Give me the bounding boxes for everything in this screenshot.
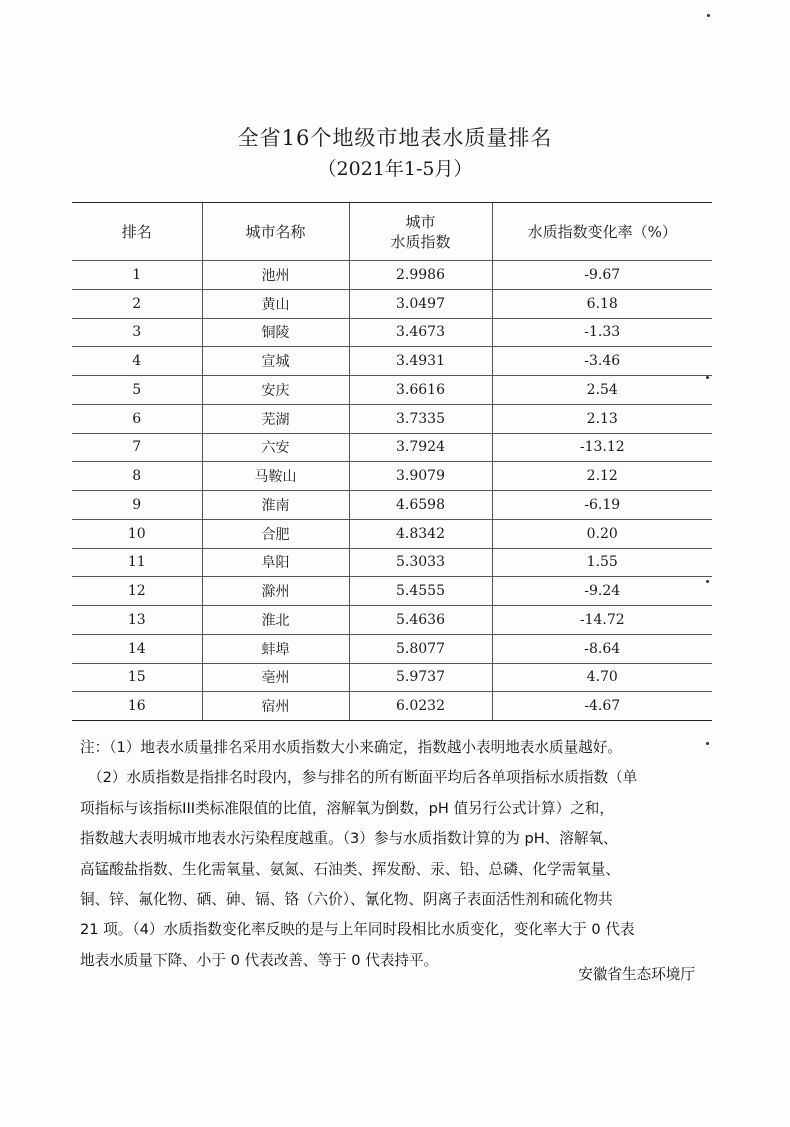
cell-city: 黄山 [202, 289, 349, 318]
cell-city: 蚌埠 [202, 634, 349, 663]
table-row [72, 433, 712, 462]
cell-rank: 6 [72, 404, 202, 433]
table-row [72, 519, 712, 548]
table-row [72, 548, 712, 577]
cell-change: -3.46 [492, 347, 712, 376]
cell-rank: 12 [72, 577, 202, 606]
table-row [72, 376, 712, 405]
note-line: 高锰酸盐指数、生化需氧量、氨氮、石油类、挥发酚、汞、铅、总磷、化学需氧量、 [80, 860, 620, 878]
cell-city: 铜陵 [202, 318, 349, 347]
cell-rank: 13 [72, 606, 202, 635]
cell-index: 3.0497 [349, 289, 492, 318]
header-index-line1: 城市 [405, 212, 436, 231]
header-rank: 排名 [72, 203, 202, 261]
cell-city: 马鞍山 [202, 462, 349, 491]
cell-index: 6.0232 [349, 692, 492, 721]
cell-city: 六安 [202, 433, 349, 462]
cell-change: 2.13 [492, 404, 712, 433]
document-title: 全省16个地级市地表水质量排名 [237, 126, 553, 150]
issuer-signature: 安徽省生态环境厅 [578, 966, 695, 983]
table-row [72, 404, 712, 433]
cell-index: 3.4673 [349, 318, 492, 347]
cell-rank: 7 [72, 433, 202, 462]
cell-index: 3.6616 [349, 376, 492, 405]
table-row [72, 462, 712, 491]
cell-change: -6.19 [492, 491, 712, 520]
cell-city: 亳州 [202, 663, 349, 692]
cell-city: 宣城 [202, 347, 349, 376]
cell-city: 淮南 [202, 491, 349, 520]
cell-rank: 15 [72, 663, 202, 692]
cell-city: 淮北 [202, 606, 349, 635]
note-line: 指数越大表明城市地表水污染程度越重。（3）参与水质指数计算的为 pH、溶解氧、 [80, 830, 618, 848]
table-row [72, 261, 712, 290]
notes-section [80, 733, 720, 976]
table-row [72, 692, 712, 721]
document-subtitle: （2021年1-5月） [317, 158, 473, 180]
cell-index: 4.8342 [349, 519, 492, 548]
cell-city: 池州 [202, 261, 349, 290]
table-header-row [72, 203, 712, 261]
cell-change: -8.64 [492, 634, 712, 663]
cell-index: 5.4636 [349, 606, 492, 635]
table-row [72, 634, 712, 663]
note-line: 地表水质量下降、小于 0 代表改善、等于 0 代表持平。 [80, 951, 439, 969]
cell-index: 3.4931 [349, 347, 492, 376]
cell-change: 6.18 [492, 289, 712, 318]
cell-change: 4.70 [492, 663, 712, 692]
cell-index: 3.9079 [349, 462, 492, 491]
cell-index: 2.9986 [349, 261, 492, 290]
header-change: 水质指数变化率（%） [492, 203, 712, 261]
cell-index: 5.9737 [349, 663, 492, 692]
cell-rank: 4 [72, 347, 202, 376]
cell-change: 0.20 [492, 519, 712, 548]
cell-change: 2.54 [492, 376, 712, 405]
cell-index: 5.3033 [349, 548, 492, 577]
header-city: 城市名称 [202, 203, 349, 261]
cell-change: -14.72 [492, 606, 712, 635]
cell-rank: 3 [72, 318, 202, 347]
cell-rank: 10 [72, 519, 202, 548]
cell-change: -9.24 [492, 577, 712, 606]
header-index [349, 203, 492, 261]
cell-rank: 16 [72, 692, 202, 721]
table-row [72, 577, 712, 606]
cell-change: -13.12 [492, 433, 712, 462]
note-line: 21 项。（4）水质指数变化率反映的是与上年同时段相比水质变化，变化率大于 0 代表 [80, 921, 635, 939]
ranking-table [72, 202, 712, 721]
cell-city: 安庆 [202, 376, 349, 405]
table-row [72, 347, 712, 376]
cell-city: 阜阳 [202, 548, 349, 577]
cell-city: 合肥 [202, 519, 349, 548]
cell-rank: 11 [72, 548, 202, 577]
note-line: 铜、锌、氟化物、硒、砷、镉、铬（六价）、氰化物、阴离子表面活性剂和硫化物共 [80, 891, 613, 909]
cell-change: -4.67 [492, 692, 712, 721]
cell-city: 宿州 [202, 692, 349, 721]
cell-city: 芜湖 [202, 404, 349, 433]
header-index-line2: 水质指数 [390, 232, 451, 251]
cell-rank: 5 [72, 376, 202, 405]
cell-index: 5.4555 [349, 577, 492, 606]
scan-speck [707, 14, 710, 17]
cell-change: 2.12 [492, 462, 712, 491]
table-row [72, 318, 712, 347]
cell-index: 3.7335 [349, 404, 492, 433]
cell-rank: 14 [72, 634, 202, 663]
cell-rank: 9 [72, 491, 202, 520]
table-row [72, 289, 712, 318]
cell-change: -1.33 [492, 318, 712, 347]
note-line: 注：（1）地表水质量排名采用水质指数大小来确定，指数越小表明地表水质量越好。 [80, 739, 622, 756]
table-row [72, 663, 712, 692]
cell-index: 3.7924 [349, 433, 492, 462]
table-row [72, 491, 712, 520]
cell-index: 5.8077 [349, 634, 492, 663]
note-line: 项指标与该指标III类标准限值的比值，溶解氧为倒数，pH 值另行公式计算）之和， [80, 799, 614, 817]
cell-change: 1.55 [492, 548, 712, 577]
cell-city: 滁州 [202, 577, 349, 606]
cell-rank: 1 [72, 261, 202, 290]
table-row [72, 606, 712, 635]
cell-rank: 8 [72, 462, 202, 491]
cell-rank: 2 [72, 289, 202, 318]
cell-index: 4.6598 [349, 491, 492, 520]
note-line: （2）水质指数是指排名时段内，参与排名的所有断面平均后各单项指标水质指数（单 [88, 769, 638, 787]
cell-change: -9.67 [492, 261, 712, 290]
